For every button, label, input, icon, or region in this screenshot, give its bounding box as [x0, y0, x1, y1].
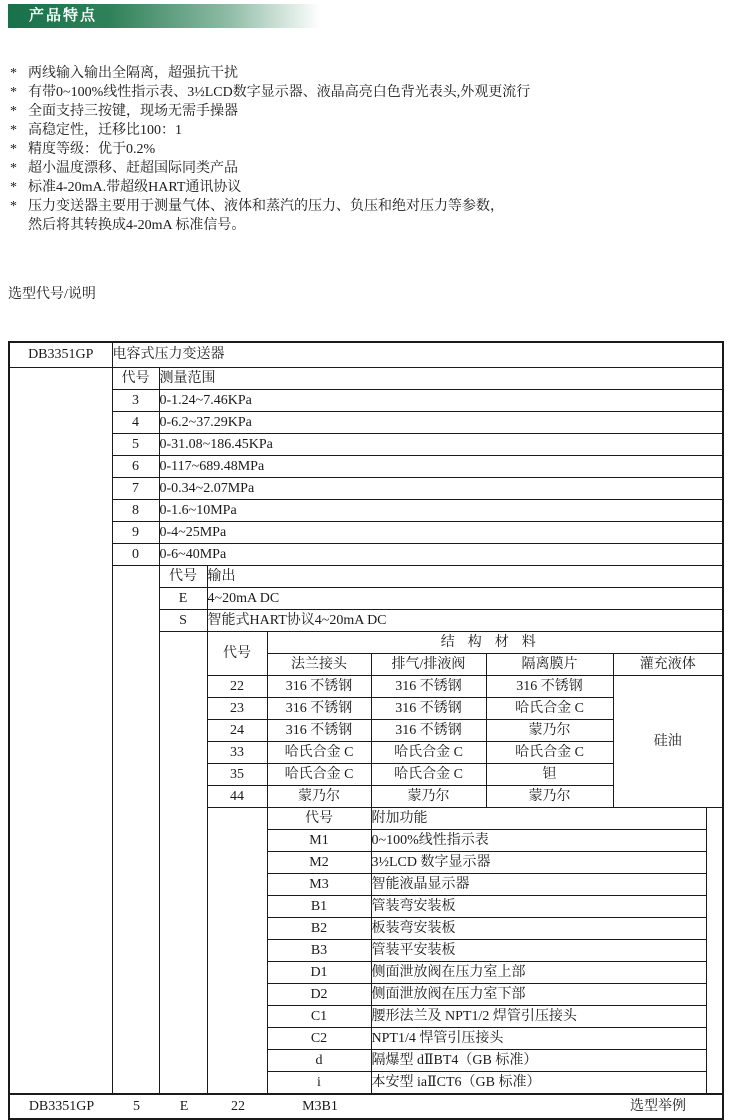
addon-value-cell: 管装弯安装板: [371, 896, 706, 918]
addon-value-cell: 隔爆型 dⅡBT4（GB 标准）: [371, 1050, 706, 1072]
material-vent-cell: 哈氏合金 C: [371, 742, 486, 764]
range-code-cell: 4: [112, 412, 159, 434]
example-row: [9, 1094, 723, 1119]
material-code-cell: 22: [207, 676, 267, 698]
col-header-diaphragm: 隔离膜片: [486, 654, 613, 676]
example-row-content: [10, 1099, 722, 1114]
right-spacer: [706, 808, 723, 1095]
addon-code-cell: M2: [267, 852, 371, 874]
indent-spacer: [159, 632, 207, 1095]
feature-line: [10, 197, 530, 216]
feature-line: [10, 140, 530, 159]
feature-text: 标准4-20mA.带超级HART通讯协议: [28, 180, 242, 195]
range-row: [9, 456, 723, 478]
material-diaphragm-cell: 钽: [486, 764, 613, 786]
indent-spacer: [112, 566, 159, 1095]
range-code-cell: 9: [112, 522, 159, 544]
addon-header: 附加功能: [371, 808, 706, 830]
selection-table: [8, 341, 724, 1120]
addon-code-cell: B1: [267, 896, 371, 918]
material-code-cell: 33: [207, 742, 267, 764]
addon-value-cell: 侧面泄放阀在压力室上部: [371, 962, 706, 984]
addon-code-cell: B2: [267, 918, 371, 940]
example-output-code: E: [179, 1098, 189, 1114]
product-title-cell: 电容式压力变送器: [112, 342, 723, 368]
indent-spacer: [207, 808, 267, 1095]
feature-text: 然后将其转换成4-20mA 标准信号。: [28, 218, 246, 233]
material-flange-cell: 蒙乃尔: [267, 786, 371, 808]
range-value-cell: 0-0.34~2.07MPa: [159, 478, 723, 500]
feature-line: [10, 178, 530, 197]
range-code-cell: 7: [112, 478, 159, 500]
indent-spacer: [9, 368, 112, 1095]
addon-code-cell: B3: [267, 940, 371, 962]
addon-value-cell: 腰形法兰及 NPT1/2 焊管引压接头: [371, 1006, 706, 1028]
feature-text: 全面支持三按键，现场无需手操器: [28, 104, 238, 119]
bullet: [10, 216, 28, 235]
material-group-title: 结构材料: [267, 632, 723, 654]
feature-line: [10, 216, 530, 235]
range-header-row: [9, 368, 723, 390]
feature-text: 精度等级：优于0.2%: [28, 142, 156, 157]
feature-line: [10, 64, 530, 83]
feature-text: 有带0~100%线性指示表、3½LCD数字显示器、液晶高亮白色背光表头,外观更流行: [28, 85, 531, 100]
addon-code-cell: M3: [267, 874, 371, 896]
addon-value-cell: NPT1/4 悍管引压接头: [371, 1028, 706, 1050]
example-addon-code: M3B1: [302, 1098, 338, 1114]
addon-code-cell: M1: [267, 830, 371, 852]
range-row: [9, 544, 723, 566]
feature-text: 两线输入输出全隔离，超强抗干扰: [28, 66, 238, 81]
feature-text: 超小温度漂移、赶超国际同类产品: [28, 161, 238, 176]
range-value-cell: 0-4~25MPa: [159, 522, 723, 544]
selection-section-label: 选型代号/说明: [8, 287, 96, 302]
addon-value-cell: 0~100%线性指示表: [371, 830, 706, 852]
bullet: *: [10, 180, 17, 195]
bullet: *: [10, 123, 17, 138]
range-value-cell: 0-1.6~10MPa: [159, 500, 723, 522]
material-diaphragm-cell: 哈氏合金 C: [486, 742, 613, 764]
material-flange-cell: 316 不锈钢: [267, 720, 371, 742]
material-vent-cell: 316 不锈钢: [371, 698, 486, 720]
material-flange-cell: 哈氏合金 C: [267, 742, 371, 764]
addon-code-cell: i: [267, 1072, 371, 1095]
output-code-header: 代号: [159, 566, 207, 588]
range-code-header: 代号: [112, 368, 159, 390]
feature-line: [10, 102, 530, 121]
example-range-code: 5: [133, 1098, 140, 1114]
col-header-vent: 排气/排液阀: [371, 654, 486, 676]
bullet: *: [10, 199, 17, 214]
feature-line: [10, 159, 530, 178]
material-flange-cell: 哈氏合金 C: [267, 764, 371, 786]
col-header-fill: 灌充液体: [613, 654, 723, 676]
range-code-cell: 5: [112, 434, 159, 456]
range-code-cell: 0: [112, 544, 159, 566]
bullet: *: [10, 85, 17, 100]
output-code-cell: E: [159, 588, 207, 610]
addon-value-cell: 侧面泄放阀在压力室下部: [371, 984, 706, 1006]
addon-value-cell: 3½LCD 数字显示器: [371, 852, 706, 874]
output-value-cell: 智能式HART协议4~20mA DC: [207, 610, 723, 632]
addon-code-header: 代号: [267, 808, 371, 830]
model-cell: DB3351GP: [9, 342, 112, 368]
range-row: [9, 412, 723, 434]
feature-text: 压力变送器主要用于测量气体、液体和蒸汽的压力、负压和绝对压力等参数，: [28, 199, 504, 214]
table-title-row: [9, 342, 723, 368]
material-code-cell: 44: [207, 786, 267, 808]
material-vent-cell: 哈氏合金 C: [371, 764, 486, 786]
range-row: [9, 390, 723, 412]
range-header: 测量范围: [159, 368, 723, 390]
bullet: *: [10, 104, 17, 119]
addon-code-cell: D1: [267, 962, 371, 984]
material-vent-cell: 蒙乃尔: [371, 786, 486, 808]
range-value-cell: 0-117~689.48MPa: [159, 456, 723, 478]
material-code-cell: 23: [207, 698, 267, 720]
output-value-cell: 4~20mA DC: [207, 588, 723, 610]
range-value-cell: 0-6~40MPa: [159, 544, 723, 566]
range-value-cell: 0-6.2~37.29KPa: [159, 412, 723, 434]
material-code-cell: 35: [207, 764, 267, 786]
addon-code-cell: C2: [267, 1028, 371, 1050]
range-value-cell: 0-1.24~7.46KPa: [159, 390, 723, 412]
col-header-flange: 法兰接头: [267, 654, 371, 676]
material-flange-cell: 316 不锈钢: [267, 698, 371, 720]
output-code-cell: S: [159, 610, 207, 632]
material-code-header: 代号: [207, 632, 267, 676]
range-row: [9, 478, 723, 500]
range-value-cell: 0-31.08~186.45KPa: [159, 434, 723, 456]
bullet: *: [10, 142, 17, 157]
material-flange-cell: 316 不锈钢: [267, 676, 371, 698]
range-row: [9, 434, 723, 456]
feature-list: [10, 64, 530, 235]
material-diaphragm-cell: 蒙乃尔: [486, 720, 613, 742]
material-fill-cell: 硅油: [613, 676, 723, 808]
material-vent-cell: 316 不锈钢: [371, 720, 486, 742]
section-header-bar: [8, 4, 348, 28]
example-material-code: 22: [231, 1098, 245, 1114]
addon-value-cell: 智能液晶显示器: [371, 874, 706, 896]
feature-line: [10, 83, 530, 102]
material-diaphragm-cell: 蒙乃尔: [486, 786, 613, 808]
bullet: *: [10, 161, 17, 176]
addon-value-cell: 板装弯安装板: [371, 918, 706, 940]
bullet: *: [10, 66, 17, 81]
material-code-cell: 24: [207, 720, 267, 742]
range-code-cell: 8: [112, 500, 159, 522]
example-model: DB3351GP: [28, 1098, 95, 1114]
feature-line: [10, 121, 530, 140]
range-code-cell: 3: [112, 390, 159, 412]
page-title: 产品特点: [29, 7, 98, 24]
addon-code-cell: D2: [267, 984, 371, 1006]
addon-value-cell: 本安型 iaⅡCT6（GB 标准）: [371, 1072, 706, 1095]
output-header: 输出: [207, 566, 723, 588]
feature-text: 高稳定性，迁移比100：1: [28, 123, 182, 138]
addon-value-cell: 管装平安装板: [371, 940, 706, 962]
addon-code-cell: C1: [267, 1006, 371, 1028]
range-code-cell: 6: [112, 456, 159, 478]
material-diaphragm-cell: 哈氏合金 C: [486, 698, 613, 720]
output-header-row: [9, 566, 723, 588]
addon-code-cell: d: [267, 1050, 371, 1072]
range-row: [9, 500, 723, 522]
example-label: 选型举例: [630, 1098, 686, 1114]
range-row: [9, 522, 723, 544]
material-diaphragm-cell: 316 不锈钢: [486, 676, 613, 698]
material-vent-cell: 316 不锈钢: [371, 676, 486, 698]
